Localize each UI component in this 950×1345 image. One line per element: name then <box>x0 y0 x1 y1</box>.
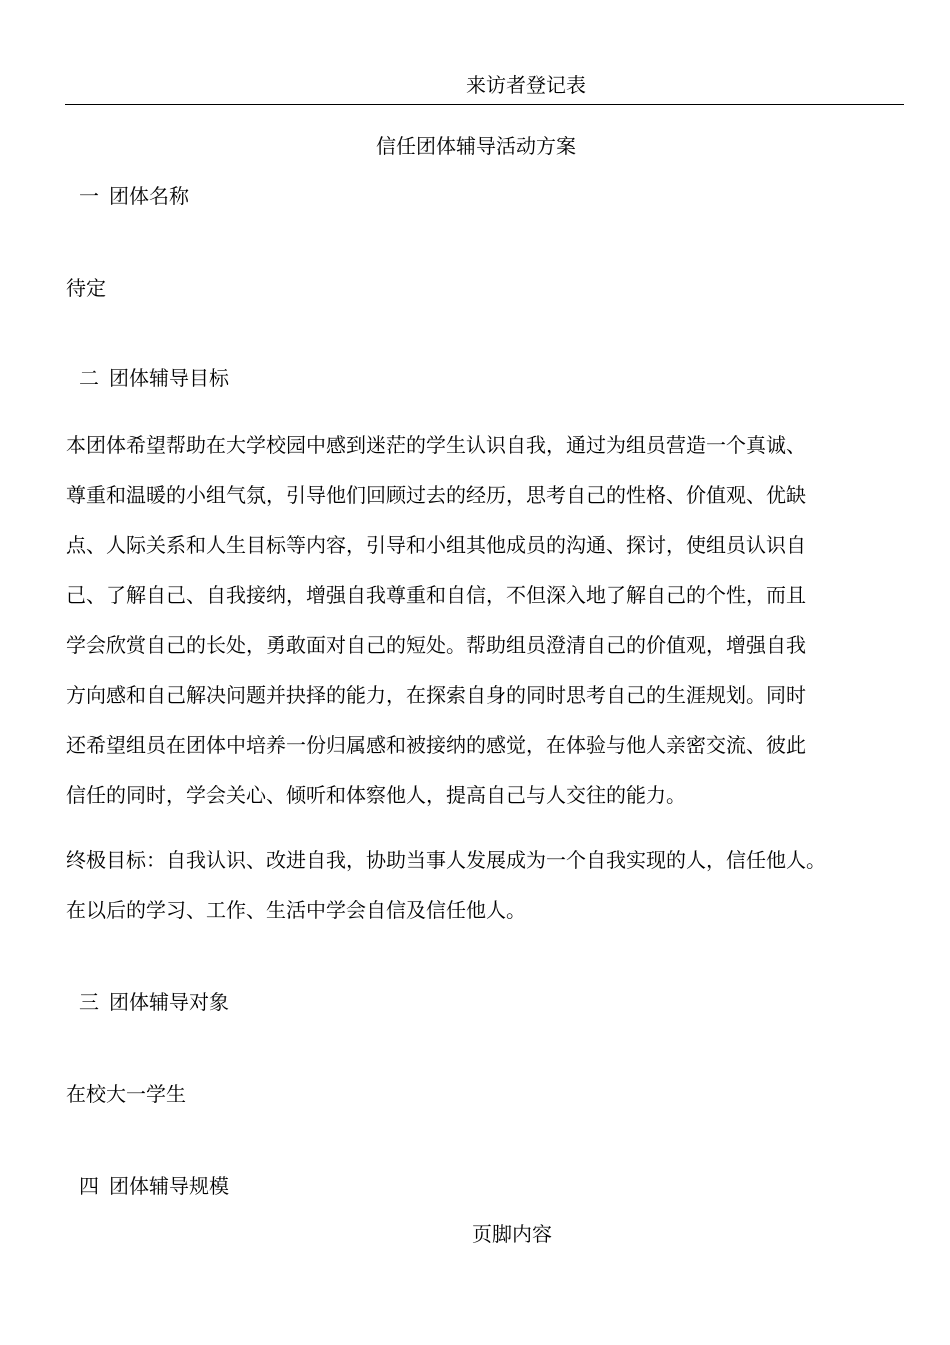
ultimate-goal-paragraph <box>66 835 886 935</box>
section-heading-text: 团体名称 <box>109 184 189 208</box>
paragraph-line: 本团体希望帮助在大学校园中感到迷茫的学生认识自我，通过为组员营造一个真诚、 <box>66 433 806 457</box>
section-heading-goals <box>79 365 229 391</box>
paragraph-line: 尊重和温暖的小组气氛，引导他们回顾过去的经历，思考自己的性格、价值观、优缺 <box>66 483 806 507</box>
header-divider <box>65 104 904 105</box>
section-heading-text: 团体辅导规模 <box>109 1174 229 1198</box>
paragraph-line: 还希望组员在团体中培养一份归属感和被接纳的感觉，在体验与他人亲密交流、彼此 <box>66 733 806 757</box>
page-footer: 页脚内容 <box>472 1222 552 1246</box>
paragraph-line: 在以后的学习、工作、生活中学会自信及信任他人。 <box>66 898 526 922</box>
team-name-value: 待定 <box>66 276 106 300</box>
paragraph-line: 己、了解自己、自我接纳，增强自我尊重和自信，不但深入地了解自己的个性，而且 <box>66 583 806 607</box>
section-number: 二 <box>79 366 99 390</box>
paragraph-line: 点、人际关系和人生目标等内容，引导和小组其他成员的沟通、探讨，使组员认识自 <box>66 533 806 557</box>
section-heading-target <box>79 989 229 1015</box>
section-number: 一 <box>79 184 99 208</box>
page-header-title: 来访者登记表 <box>466 73 586 97</box>
section-heading-text: 团体辅导对象 <box>109 990 229 1014</box>
section-heading-text: 团体辅导目标 <box>109 366 229 390</box>
section-number: 四 <box>79 1174 99 1198</box>
target-value: 在校大一学生 <box>66 1082 186 1106</box>
section-heading-team-name <box>79 183 189 209</box>
paragraph-line: 信任的同时，学会关心、倾听和体察他人，提高自己与人交往的能力。 <box>66 783 686 807</box>
paragraph-line: 学会欣赏自己的长处，勇敢面对自己的短处。帮助组员澄清自己的价值观，增强自我 <box>66 633 806 657</box>
document-title: 信任团体辅导活动方案 <box>376 134 576 158</box>
paragraph-line: 终极目标：自我认识、改进自我，协助当事人发展成为一个自我实现的人，信任他人。 <box>66 848 826 872</box>
section-number: 三 <box>79 990 99 1014</box>
goals-paragraph <box>66 420 856 820</box>
section-heading-scale <box>79 1173 229 1199</box>
paragraph-line: 方向感和自己解决问题并抉择的能力，在探索自身的同时思考自己的生涯规划。同时 <box>66 683 806 707</box>
